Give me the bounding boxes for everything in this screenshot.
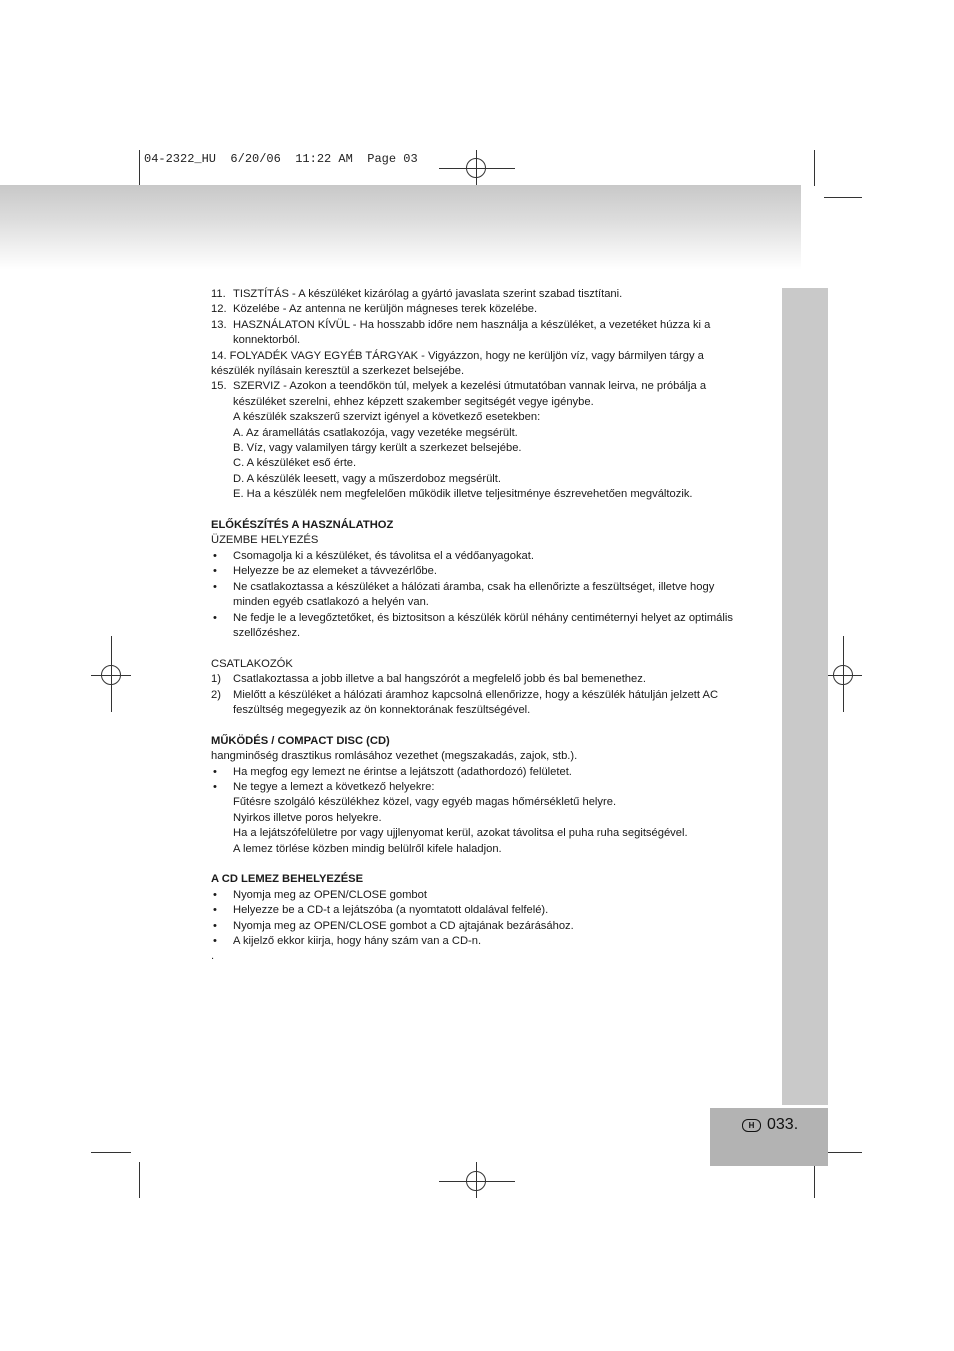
bullet-item: • Helyezze be az elemeket a távvezérlőbe. bbox=[213, 565, 437, 578]
crop-mark bbox=[139, 150, 140, 186]
bullet-item: • Csomagolja ki a készüléket, és távolitsa el a védőanyagokat. bbox=[213, 549, 534, 562]
header-gradient-band bbox=[0, 185, 801, 270]
manual-content bbox=[211, 287, 771, 965]
bullet-item: • Helyezze be a CD-t a lejátszóba (a nyomtatott oldalával felfelé). bbox=[213, 904, 549, 917]
bullet-item: • A kijelző ekkor kiirja, hogy hány szám van a CD-n. bbox=[213, 935, 482, 947]
trailing-period: . bbox=[211, 950, 215, 963]
language-badge: H bbox=[742, 1119, 761, 1132]
crop-mark bbox=[814, 150, 815, 186]
list-item: 14. FOLYADÉK VAGY EGYÉB TÁRGYAK - Vigyázzon, hogy ne kerüljön víz, vagy bármilyen tárgy a készülék nyílásain keresztül a szerkezet belsejébe. bbox=[211, 349, 704, 378]
crop-mark bbox=[91, 1152, 131, 1153]
page-number bbox=[742, 1116, 798, 1134]
paragraph: hangminőség drasztikus romlásához vezethet (megszakadás, zajok, stb.). bbox=[211, 750, 578, 763]
section-heading: MŰKÖDÉS / COMPACT DISC (CD) bbox=[211, 734, 390, 747]
service-case: C. A készüléket eső érte. bbox=[233, 457, 357, 470]
bullet-item: • Ne tegye a lemezt a következő helyekre: Fűtésre szolgáló készülékhez közel, vagy egyéb magas hőmérsékletű helyre. Nyirkos illetve poros helyekre. Ha a lejátszófelületre por vagy ujjlenyomat kerül, azokat távolitsa el puha ruha segitségével. A lemez törlése közben mindig belülről kifele haladjon. bbox=[213, 780, 688, 855]
service-case: D. A készülék leesett, vagy a műszerdoboz megsérült. bbox=[233, 472, 502, 485]
section-heading: ELŐKÉSZÍTÉS A HASZNÁLATHOZ bbox=[211, 519, 394, 532]
bullet-item: • Ha megfog egy lemezt ne érintse a lejátszott (adathordozó) felületet. bbox=[213, 765, 572, 778]
crop-mark bbox=[824, 1152, 862, 1153]
print-slug: 04-2322_HU 6/20/06 11:22 AM Page 03 bbox=[144, 152, 418, 166]
registration-mark bbox=[466, 158, 486, 178]
list-item: 12. Közelébe - Az antenna ne kerüljön mágneses terek közelébe. bbox=[211, 303, 538, 316]
crop-mark bbox=[814, 1162, 815, 1198]
bullet-item: • Ne fedje le a levegőztetőket, és biztositson a készülék körül néhány centiméternyi helyet az optimális szellőzéshez. bbox=[213, 611, 733, 639]
page-number-text: 033. bbox=[767, 1116, 799, 1133]
bullet-item: • Nyomja meg az OPEN/CLOSE gombot a CD ajtajának bezárásához. bbox=[213, 919, 574, 932]
registration-mark bbox=[466, 1171, 486, 1191]
registration-mark bbox=[101, 665, 121, 685]
list-item: 2) Mielőtt a készüléket a hálózati áramhoz kapcsolná ellenőrizze, hogy a készülék hátulján jelzett AC feszültség megegyezik az ön konnektorának feszültségével. bbox=[211, 688, 719, 716]
list-item: 13. HASZNÁLATON KÍVÜL - Ha hosszabb időre nem használja a készüléket, a vezetéket húzza ki a konnektorból. bbox=[211, 318, 711, 347]
registration-mark bbox=[833, 665, 853, 685]
list-item: 11. TISZTÍTÁS - A készüléket kizárólag a gyártó javaslata szerint szabad tisztítani. bbox=[211, 288, 623, 300]
section-heading: A CD LEMEZ BEHELYEZÉSE bbox=[211, 873, 364, 886]
list-item: 15. SZERVIZ - Azokon a teendőkön túl, melyek a kezelési útmutatóban vannak leirva, ne próbálja a készüléket szerelni, ehhez képzett szakember segitségét vegye igénybe. A készülék szakszerű szervizt igényel a következő esetekben: A. Az áramellátás csatlakozója, vagy vezetéke megsérült. B. Víz, vagy valamilyen tárgy került a szerkezet belsejébe. C. A készüléket eső érte. D. A készülék leesett, vagy a műszerdoboz megsérült. E. Ha a készülék nem megfelelően működik illetve teljesitménye észrevehetően megváltozik. bbox=[211, 379, 771, 502]
service-case: A. Az áramellátás csatlakozója, vagy vezetéke megsérült. bbox=[233, 426, 518, 439]
crop-mark bbox=[139, 1162, 140, 1198]
list-item: 1) Csatlakoztassa a jobb illetve a bal hangszórót a megfelelő jobb és bal bemenethez. bbox=[211, 673, 646, 686]
section-subheading: CSATLAKOZÓK bbox=[211, 657, 293, 670]
service-case: E. Ha a készülék nem megfelelően működik illetve teljesitménye észrevehetően megváltozik. bbox=[233, 488, 693, 501]
crop-mark bbox=[824, 197, 862, 198]
side-tab bbox=[782, 288, 828, 1105]
bullet-item: • Ne csatlakoztassa a készüléket a hálózati áramba, csak ha ellenőrizte a feszültséget, illetve hogy minden egyéb csatlakozó a helyén van. bbox=[213, 580, 715, 609]
service-case: B. Víz, vagy valamilyen tárgy került a szerkezet belsejébe. bbox=[233, 442, 522, 455]
bullet-item: • Nyomja meg az OPEN/CLOSE gombot bbox=[213, 888, 427, 901]
section-subheading: ÜZEMBE HELYEZÉS bbox=[211, 534, 319, 547]
